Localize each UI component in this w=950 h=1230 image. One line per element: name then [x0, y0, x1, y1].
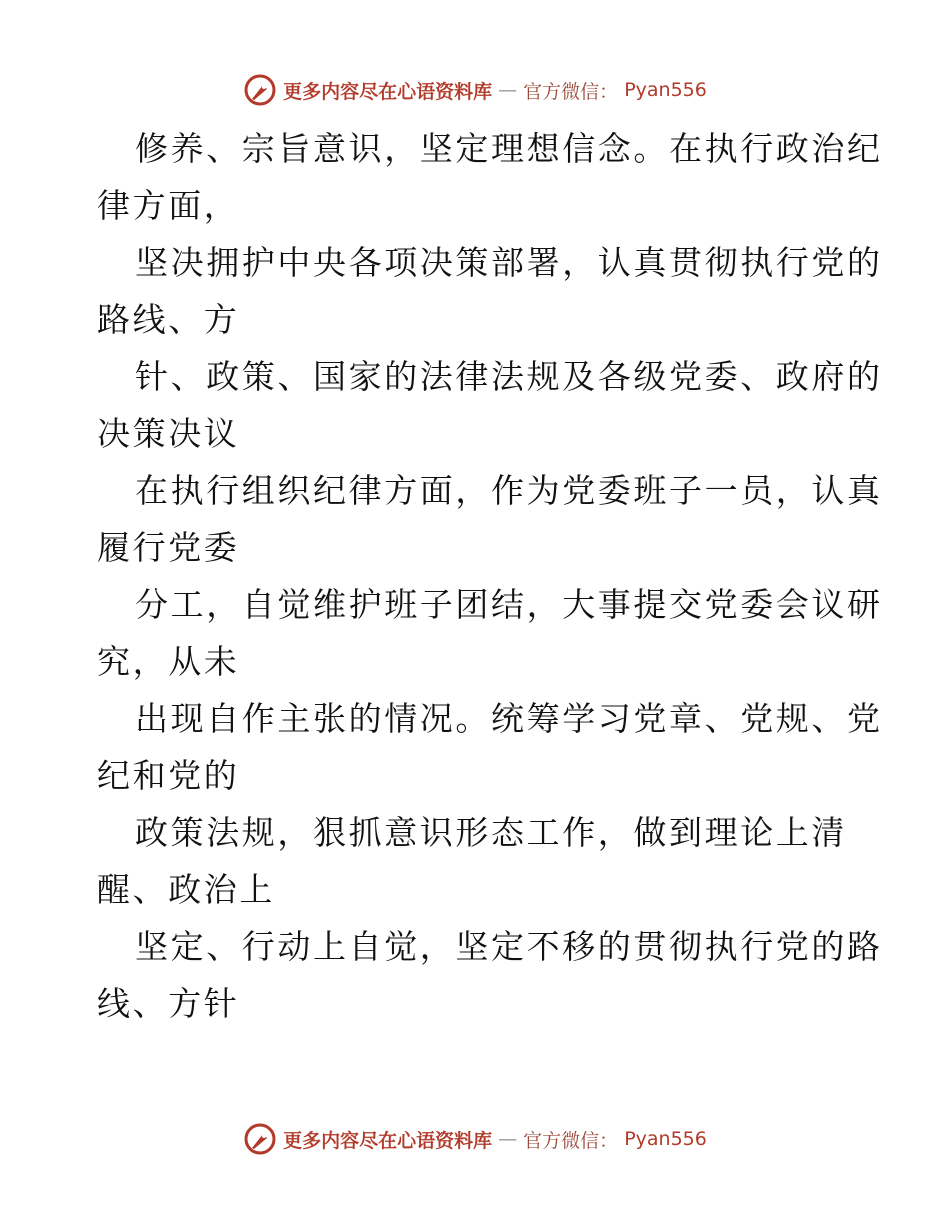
paragraph-line: 修养、宗旨意识，坚定理想信念。在执行政治纪	[135, 129, 883, 168]
paragraph	[97, 348, 883, 462]
banner-text: 更多内容尽在心语资料库	[283, 80, 493, 103]
paragraph-line: 醒、政治上	[97, 870, 275, 909]
footer-banner	[0, 1119, 950, 1159]
paragraph-line: 坚决拥护中央各项决策部署，认真贯彻执行党的	[135, 243, 883, 282]
paragraph-line: 在执行组织纪律方面，作为党委班子一员，认真	[135, 471, 883, 510]
paragraph-line: 纪和党的	[97, 756, 240, 795]
paragraph	[97, 918, 883, 1032]
paragraph-line: 坚定、行动上自觉，坚定不移的贯彻执行党的路	[135, 927, 883, 966]
banner-separator: —	[498, 1128, 518, 1150]
banner-separator: —	[498, 79, 518, 101]
banner-text: 更多内容尽在心语资料库	[283, 1129, 493, 1152]
paragraph	[97, 462, 883, 576]
paragraph-line: 政策法规，狠抓意识形态工作，做到理论上清	[135, 813, 847, 852]
pen-nib-logo-icon	[243, 1122, 277, 1156]
paragraph-line: 决策决议	[97, 414, 240, 453]
paragraph-line: 出现自作主张的情况。统筹学习党章、党规、党	[135, 699, 883, 738]
paragraph-line: 分工，自觉维护班子团结，大事提交党委会议研	[135, 585, 883, 624]
paragraph-line: 履行党委	[97, 528, 240, 567]
banner-wechat-label: 官方微信：	[523, 80, 619, 103]
paragraph	[97, 576, 883, 690]
header-banner	[0, 70, 950, 110]
paragraph-line: 律方面，	[97, 186, 240, 225]
paragraph-line: 究，从未	[97, 642, 240, 681]
pen-nib-logo-icon	[243, 73, 277, 107]
banner-wechat-label: 官方微信：	[523, 1129, 619, 1152]
document-body	[97, 120, 883, 1032]
banner-wechat-id: Pyan556	[624, 1128, 707, 1150]
banner-wechat-id: Pyan556	[624, 79, 707, 101]
paragraph	[97, 120, 883, 234]
paragraph-line: 针、政策、国家的法律法规及各级党委、政府的	[135, 357, 883, 396]
paragraph	[97, 804, 857, 918]
paragraph-line: 路线、方	[97, 300, 240, 339]
paragraph	[97, 234, 883, 348]
paragraph-line: 线、方针	[97, 984, 240, 1023]
paragraph	[97, 690, 883, 804]
